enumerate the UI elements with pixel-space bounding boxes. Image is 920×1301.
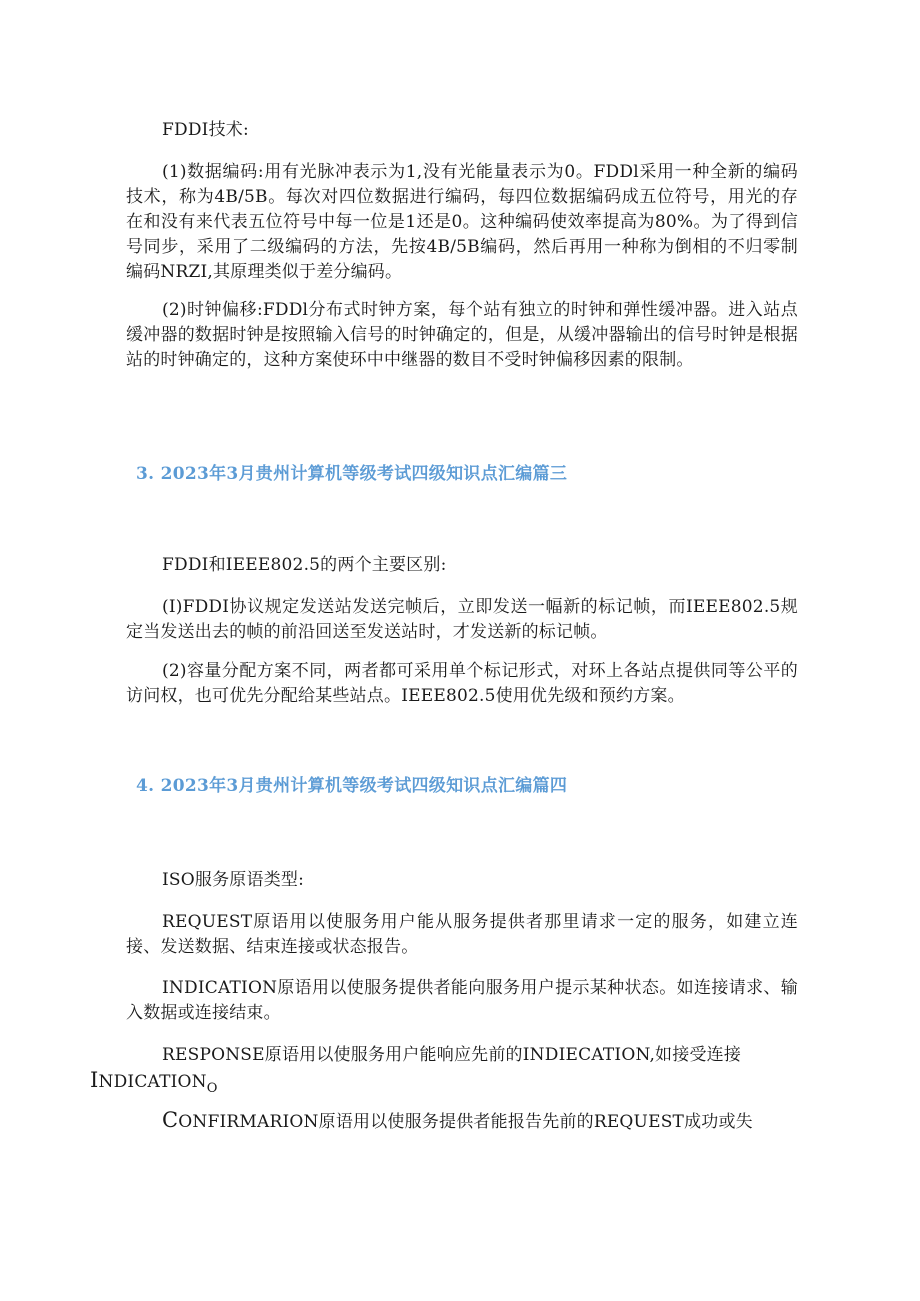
paragraph-indication: INDICATION原语用以使服务提供者能向服务用户提示某种状态。如连接请求、输入数据或连接结束。 (126, 978, 798, 1023)
response-tail-rest: NDICATION (98, 1072, 207, 1092)
confirm-cap: C (162, 1108, 179, 1132)
paragraph-difference-2: (2)容量分配方案不同，两者都可采用单个标记形式，对环上各站点提供同等公平的访问权，也可优先分配给某些站点。IEEE802.5使用优先级和预约方案。 (126, 661, 798, 706)
paragraph-difference-1: (I)FDDI协议规定发送站发送完帧后，立即发送一幅新的标记帧，而IEEE802.5规定当发送出去的帧的前沿回送至发送站时，才发送新的标记帧。 (126, 597, 798, 642)
section-heading-3: 3. 2023年3月贵州计算机等级考试四级知识点汇编篇三 (136, 464, 568, 484)
section-title-differences: FDDI和IEEE802.5的两个主要区别: (162, 555, 447, 575)
response-tail (90, 1068, 218, 1101)
confirm-text: ONFIRMARION原语用以使服务提供者能报告先前的REQUEST成功或失 (178, 1112, 753, 1132)
response-tail-cap: I (90, 1068, 99, 1092)
response-text: RESPONSE原语用以使服务用户能响应先前的INDIECATION,如接受连接 (162, 1045, 742, 1065)
paragraph-clock-offset: (2)时钟偏移:FDDl分布式时钟方案，每个站有独立的时钟和弹性缓冲器。进入站点缓冲器的数据时钟是按照输入信号的时钟确定的，但是，从缓冲器输出的信号时钟是根据站的时钟确定的，这种方案使环中中继器的数目不受时钟偏移因素的限制。 (126, 300, 798, 370)
section-title-fddi: FDDI技术: (162, 120, 249, 140)
paragraph-confirm (126, 1108, 798, 1135)
section-heading-4: 4. 2023年3月贵州计算机等级考试四级知识点汇编篇四 (136, 776, 568, 796)
paragraph-request: REQUEST原语用以使服务用户能从服务提供者那里请求一定的服务，如建立连接、发送数据、结束连接或状态报告。 (126, 912, 798, 957)
section-title-iso-primitives: ISO服务原语类型: (162, 870, 305, 890)
response-tail-sub: O (206, 1081, 218, 1096)
paragraph-data-encoding: (1)数据编码:用有光脉冲表示为1,没有光能量表示为0。FDDl采用一种全新的编码技术，称为4B/5B。每次对四位数据进行编码，每四位数据编码成五位符号，用光的存在和没有来代表五位符号中每一位是1还是0。这种编码使效率提高为80%。为了得到信号同步，采用了二级编码的方法，先按4B/5B编码，然后再用一种称为倒相的不归零制编码NRZI,其原理类似于差分编码。 (126, 162, 798, 282)
paragraph-response (90, 1043, 798, 1101)
